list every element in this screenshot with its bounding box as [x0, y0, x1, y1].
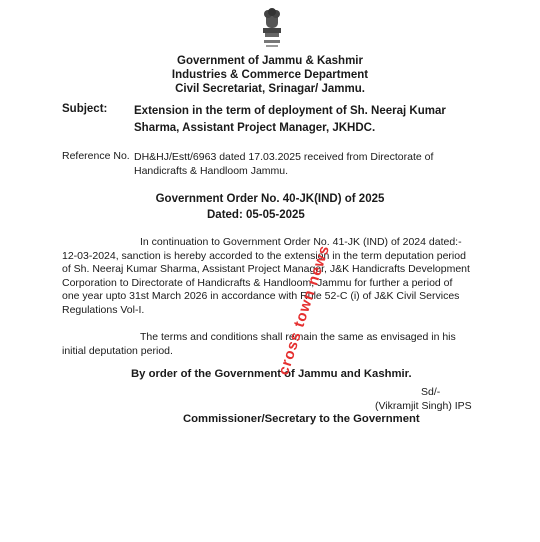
paragraph-line: Regulations Vol-I. — [62, 303, 145, 316]
state-emblem-icon — [257, 6, 287, 50]
reference-label: Reference No. — [62, 150, 130, 162]
subject-text — [134, 103, 494, 137]
paragraph-line: Corporation to Directorate of Handicrafts & Handloom, Jammu for further a period of — [62, 276, 453, 289]
paragraph-line: of Sh. Neeraj Kumar Sharma, Assistant Project Manager, J&K Handicrafts Development — [62, 263, 470, 276]
paragraph-line: 12-03-2024, sanction is hereby accorded to the extension in the term deputation period — [62, 249, 466, 262]
header-government: Government of Jammu & Kashmir — [177, 55, 363, 67]
subject-line: Extension in the term of deployment of Sh. Neeraj Kumar — [134, 105, 446, 117]
paragraph-line: The terms and conditions shall remain the same as envisaged in his — [140, 331, 456, 343]
body-paragraph-1 — [62, 236, 490, 318]
watermark-text: cross town news — [275, 242, 334, 378]
watermark — [275, 242, 334, 542]
reference-line: DH&HJ/Estt/6963 dated 17.03.2025 received from Directorate of — [134, 151, 434, 163]
reference-line: Handicrafts & Handloom Jammu. — [134, 165, 289, 177]
body-paragraph-2 — [62, 331, 490, 358]
header-department: Industries & Commerce Department — [171, 69, 369, 81]
by-order-line: By order of the Government of Jammu and Kashmir. — [131, 368, 412, 380]
subject-line: Sharma, Assistant Project Manager, JKHDC. — [134, 122, 376, 134]
paragraph-line: one year upto 31st March 2026 in accordance with Rule 52-C (i) of J&K Civil Services — [62, 290, 460, 303]
paragraph-line: initial deputation period. — [62, 344, 173, 357]
order-date: Dated: 05-05-2025 — [207, 209, 305, 221]
signature-sd: Sd/- — [421, 386, 441, 398]
header-address: Civil Secretariat, Srinagar/ Jammu. — [175, 83, 365, 95]
signer-designation: Commissioner/Secretary to the Government — [183, 413, 420, 425]
order-title: Government Order No. 40-JK(IND) of 2025 — [155, 193, 385, 205]
paragraph-line: In continuation to Government Order No. 41-JK (IND) of 2024 dated:- — [140, 236, 462, 248]
reference-text — [134, 150, 474, 178]
subject-label: Subject: — [62, 103, 108, 115]
signer-name: (Vikramjit Singh) IPS — [375, 400, 472, 412]
